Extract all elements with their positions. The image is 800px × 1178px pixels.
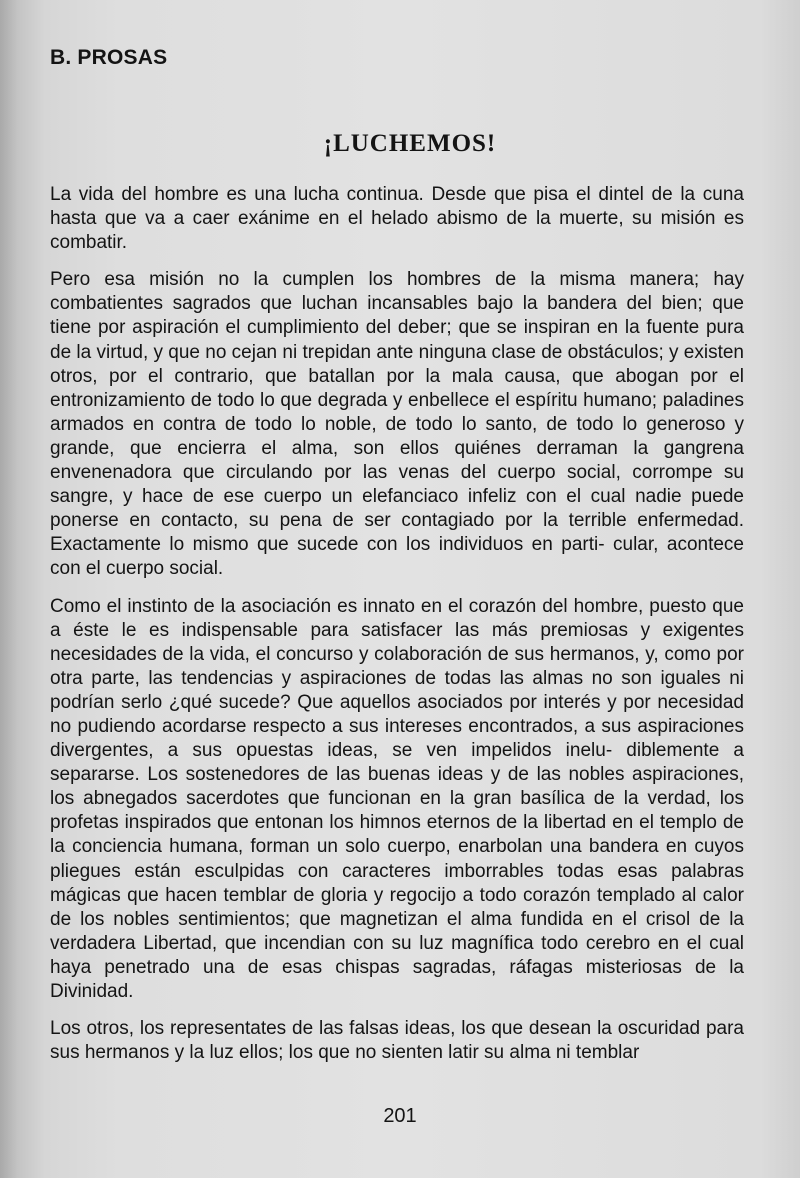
chapter-title: ¡LUCHEMOS! (323, 130, 497, 157)
paragraph-4: Los otros, los representates de las falsas ideas, los que desean la oscuridad para sus hermanos y la luz ellos; los que no sienten latir su alma ni temblar (50, 1018, 744, 1064)
body-text (50, 183, 744, 1078)
page-number: 201 (383, 1105, 417, 1127)
section-heading: B. PROSAS (50, 46, 168, 69)
paragraph-1: La vida del hombre es una lucha continua. Desde que pisa el dintel de la cuna hasta que va a caer exánime en el helado abismo de la muerte, su misión es combatir. (50, 184, 744, 254)
paragraph-2: Pero esa misión no la cumplen los hombres de la misma manera; hay combatientes sagrados que luchan incansables bajo la bandera del bien; que tiene por aspiración el cumplimiento del deber; que se inspiran en la fuente pura de la virtud, y que no cejan ni trepidan ante ninguna clase de obstáculos; y existen otros, por el contrario, que batallan por la mala causa, que abogan por el entronizamiento de todo lo que degrada y enbellece el espíritu humano; paladines armados en contra de todo lo noble, de todo lo santo, de todo lo generoso y grande, que encierra el alma, son ellos quiénes derraman la gangrena envenenadora que circulando por las venas del cuerpo social, corrompe su sangre, y hace de ese cuerpo un elefanciaco infeliz con el cual nadie puede ponerse en contacto, su pena de ser contagiado por la terrible enfermedad. Exactamente lo mismo que sucede con los individuos en parti- cular, acontece con el cuerpo social. (50, 269, 744, 580)
paragraph-3: Como el instinto de la asociación es innato en el corazón del hombre, puesto que a éste le es indispensable para satisfacer las más premiosas y exigentes necesidades de la vida, el concurso y colaboración de sus hermanos, y, como por otra parte, las tendencias y aspiraciones de todas las almas no son iguales ni podrían serlo ¿qué sucede? Que aquellos asociados por interés y por necesidad no pudiendo acordarse respecto a sus intereses encontrados, a sus aspiraciones divergentes, a sus opuestas ideas, se ven impelidos inelu- diblemente a separarse. Los sostenedores de las buenas ideas y de las nobles aspiraciones, los abnegados sacerdotes que funcionan en la gran basílica de la verdad, los profetas inspirados que entonan los himnos eternos de la libertad en el templo de la conciencia humana, forman un solo cuerpo, enarbolan una bandera en cuyos pliegues están esculpidas con caracteres imborrables todas esas palabras mágicas que hacen temblar de gloria y regocijo a todo corazón templado al calor de los nobles sentimientos; que magnetizan el alma fundida en el crisol de la verdadera Libertad, que incendian con su luz magnífica todo cerebro en el cual haya penetrado una de esas chispas sagradas, ráfagas misteriosas de la Divinidad. (50, 595, 744, 1002)
